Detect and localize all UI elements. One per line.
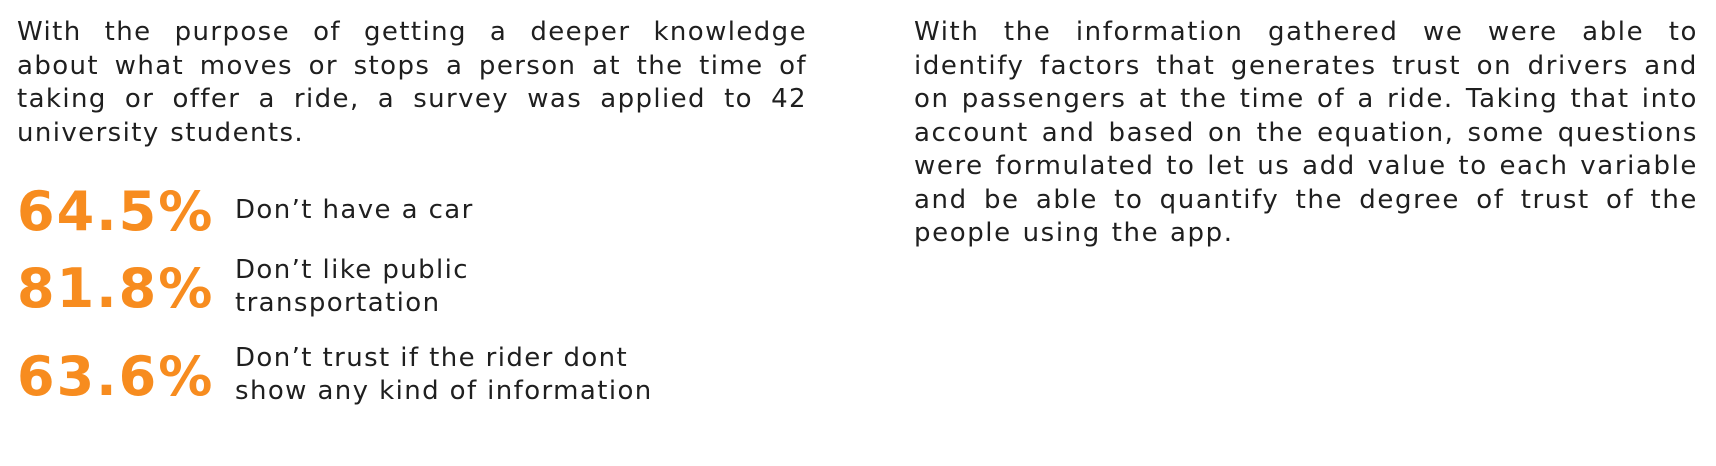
- intro-section: [17, 16, 807, 150]
- intro-paragraph: With the purpose of getting a deeper knowledge about what moves or stops a person at the time of taking or offer a ride, a survey was applied to 42 university students.: [17, 17, 807, 148]
- stat-label: Don’t have a car: [235, 195, 474, 225]
- stat-label: Don’t trust if the rider dont show any kind of information: [235, 343, 653, 406]
- findings-section: [914, 16, 1698, 251]
- stat-value: 81.8%: [17, 257, 215, 320]
- stat-value: 63.6%: [17, 345, 215, 408]
- stat-label: Don’t like public transportation: [235, 255, 469, 318]
- stat-value: 64.5%: [17, 180, 215, 243]
- findings-paragraph: With the information gathered we were able to identify factors that generates trust on drivers and on passengers at the time of a ride. Taking that into account and based on the equation, some questions were formulated to let us add value to each variable and be able to quantify the degree of trust of the people using the app.: [914, 17, 1698, 248]
